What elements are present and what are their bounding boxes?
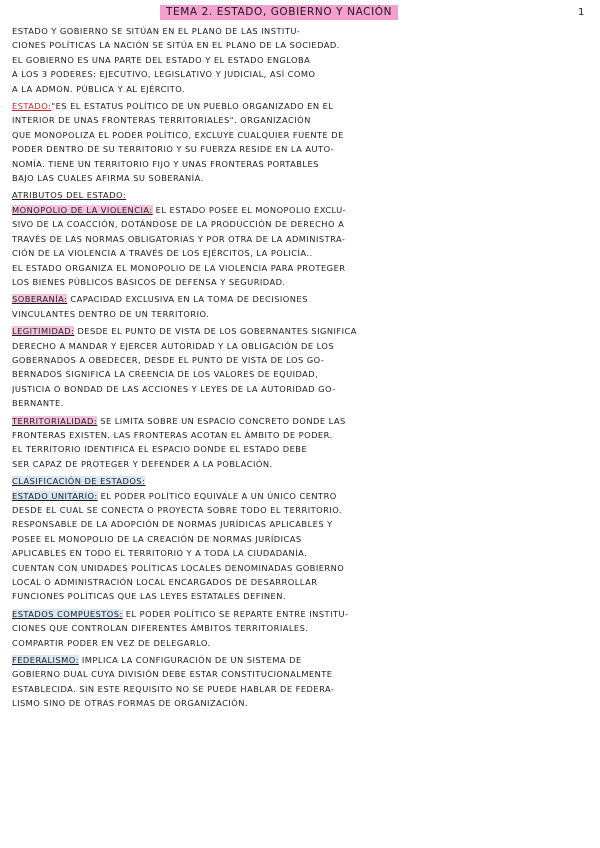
atributos-heading: ATRIBUTOS DEL ESTADO: (12, 190, 127, 201)
text-line (12, 414, 588, 428)
compuestos-term: ESTADOS COMPUESTOS: (12, 608, 123, 619)
text-line: PODER DENTRO DE SU TERRITORIO Y SU FUERZA RESIDE EN LA AUTO- (12, 144, 335, 155)
text-line: LISMO SINO DE OTRAS FORMAS DE ORGANIZACIÓN. (12, 698, 248, 709)
unitario-paragraph (12, 489, 588, 604)
text-line: CIONES QUE CONTROLAN DIFERENTES ÁMBITOS TERRITORIALES. (12, 623, 309, 634)
text-line: JUSTICIA O BONDAD DE LAS ACCIONES Y LEYES DE LA AUTORIDAD GO- (12, 383, 336, 394)
clasificacion-heading-text: CLASIFICACIÓN DE ESTADOS: (12, 476, 146, 487)
text-line: EL GOBIERNO ES UNA PARTE DEL ESTADO Y EL ESTADO ENGLOBA (12, 54, 311, 65)
text-line: GOBIERNO DUAL CUYA DIVISIÓN DEBE ESTAR CONSTITUCIONALMENTE (12, 669, 333, 680)
text-line: GOBERNADOS A OBEDECER, DESDE EL PUNTO DE VISTA DE LOS GO- (12, 354, 325, 365)
text-line: POSEE EL MONOPOLIO DE LA CREACIÓN DE NORMAS JURÍDICAS (12, 533, 302, 544)
intro-paragraph (12, 24, 588, 96)
text-line: LOCAL O ADMINISTRACIÓN LOCAL ENCARGADOS DE DESARROLLAR (12, 577, 318, 588)
territorialidad-term: TERRITORIALIDAD: (12, 415, 98, 426)
text-line: VINCULANTES DENTRO DE UN TERRITORIO. (12, 308, 210, 319)
page-header (0, 5, 600, 21)
text-line (12, 99, 588, 113)
federalismo-paragraph (12, 653, 588, 711)
text-line: EL TERRITORIO IDENTIFICA EL ESPACIO DONDE EL ESTADO DEBE (12, 444, 308, 455)
territorialidad-paragraph (12, 414, 588, 472)
text-line (12, 324, 588, 338)
compuestos-paragraph (12, 607, 588, 650)
text-line: FUNCIONES POLÍTICAS QUE LAS LEYES ESTATALES DEFINEN. (12, 591, 286, 602)
text-line: EL ESTADO ORGANIZA EL MONOPOLIO DE LA VIOLENCIA PARA PROTEGER (12, 262, 346, 273)
page-title: TEMA 2. ESTADO, GOBIERNO Y NACIÓN (160, 5, 398, 20)
estado-term: ESTADO: (12, 101, 52, 112)
text-line: FRONTERAS EXISTEN. LAS FRONTERAS ACOTAN EL ÁMBITO DE PODER. (12, 429, 333, 440)
unitario-text: EL PODER POLÍTICO EQUIVALE A UN ÚNICO CENTRO (97, 490, 337, 501)
text-line: BERNADOS SIGNIFICA LA CREENCIA DE LOS VALORES DE EQUIDAD, (12, 369, 319, 380)
text-line: INTERIOR DE UNAS FRONTERAS TERRITORIALES". ORGANIZACIÓN (12, 115, 311, 126)
page-number: 1 (578, 7, 585, 18)
text-line: QUE MONOPOLIZA EL PODER POLÍTICO, EXCLUYE CUALQUIER FUENTE DE (12, 129, 344, 140)
estado-definition (12, 99, 588, 185)
text-line (12, 203, 588, 217)
text-line: DESDE EL CUAL SE CONECTA O PROYECTA SOBRE TODO EL TERRITORIO. (12, 505, 342, 515)
federalismo-text: IMPLICA LA CONFIGURACIÓN DE UN SISTEMA DE (78, 655, 302, 666)
text-line (12, 607, 588, 621)
unitario-term: ESTADO UNITARIO: (12, 490, 98, 501)
text-line: CUENTAN CON UNIDADES POLÍTICAS LOCALES DENOMINADAS GOBIERNO (12, 562, 345, 573)
text-line: DERECHO A MANDAR Y EJERCER AUTORIDAD Y LA OBLIGACIÓN DE LOS (12, 340, 335, 351)
text-line: A LOS 3 PODERES: EJECUTIVO, LEGISLATIVO Y JUDICIAL, ASÍ COMO (12, 69, 316, 80)
estado-text: "ES EL ESTATUS POLÍTICO DE UN PUEBLO ORGANIZADO EN EL (51, 101, 334, 112)
legitimidad-term: LEGITIMIDAD: (12, 326, 75, 337)
soberania-paragraph (12, 292, 588, 321)
text-line (12, 653, 588, 667)
notes-body (12, 24, 588, 714)
text-line (12, 489, 588, 503)
clasificacion-heading (12, 474, 588, 488)
text-line: ESTABLECIDA. SIN ESTE REQUISITO NO SE PUEDE HABLAR DE FEDERA- (12, 683, 335, 694)
monopolio-text: EL ESTADO POSEE EL MONOPOLIO EXCLU- (152, 204, 347, 215)
compuestos-text: EL PODER POLÍTICO SE REPARTE ENTRE INSTITU- (122, 608, 349, 619)
text-line: BAJO LAS CUALES AFIRMA SU SOBERANÍA. (12, 173, 204, 184)
text-line: APLICABLES EN TODO EL TERRITORIO Y A TODA LA CIUDADANÍA. (12, 548, 308, 559)
monopolio-paragraph (12, 203, 588, 289)
legitimidad-text: DESDE EL PUNTO DE VISTA DE LOS GOBERNANTES SIGNIFICA (74, 326, 357, 337)
soberania-term: SOBERANÍA: (12, 294, 68, 305)
text-line: LOS BIENES PÚBLICOS BÁSICOS DE DEFENSA Y SEGURIDAD. (12, 276, 286, 287)
soberania-text: CAPACIDAD EXCLUSIVA EN LA TOMA DE DECISIONES (67, 294, 308, 305)
text-line: BERNANTE. (12, 398, 64, 409)
territorialidad-text: SE LIMITA SOBRE UN ESPACIO CONCRETO DONDE LAS (97, 415, 346, 426)
monopolio-term: MONOPOLIO DE LA VIOLENCIA: (12, 204, 153, 215)
text-line: NOMÍA. TIENE UN TERRITORIO FIJO Y UNAS FRONTERAS PORTABLES (12, 158, 319, 169)
text-line (12, 292, 588, 306)
text-line: CIÓN DE LA VIOLENCIA A TRAVÉS DE LOS EJÉRCITOS, LA POLICÍA.. (12, 248, 313, 259)
text-line: A LA ADMON. PÚBLICA Y AL EJÉRCITO. (12, 83, 185, 94)
text-line: SIVO DE LA COACCIÓN, DOTÁNDOSE DE LA PRODUCCIÓN DE DERECHO A (12, 219, 345, 230)
text-line: COMPARTIR PODER EN VEZ DE DELEGARLO. (12, 637, 211, 648)
text-line: SER CAPAZ DE PROTEGER Y DEFENDER A LA POBLACIÓN. (12, 458, 273, 469)
legitimidad-paragraph (12, 324, 588, 410)
text-line: CIONES POLÍTICAS LA NACIÓN SE SITÚA EN EL PLANO DE LA SOCIEDAD. (12, 40, 340, 51)
federalismo-term: FEDERALISMO: (12, 655, 79, 666)
text-line: RESPONSABLE DE LA ADOPCIÓN DE NORMAS JURÍDICAS APLICABLES Y (12, 519, 333, 530)
text-line: TRAVÉS DE LAS NORMAS OBLIGATORIAS Y POR OTRA DE LA ADMINISTRA- (12, 233, 346, 244)
text-line: ESTADO Y GOBIERNO SE SITÚAN EN EL PLANO DE LAS INSTITU- (12, 26, 301, 36)
